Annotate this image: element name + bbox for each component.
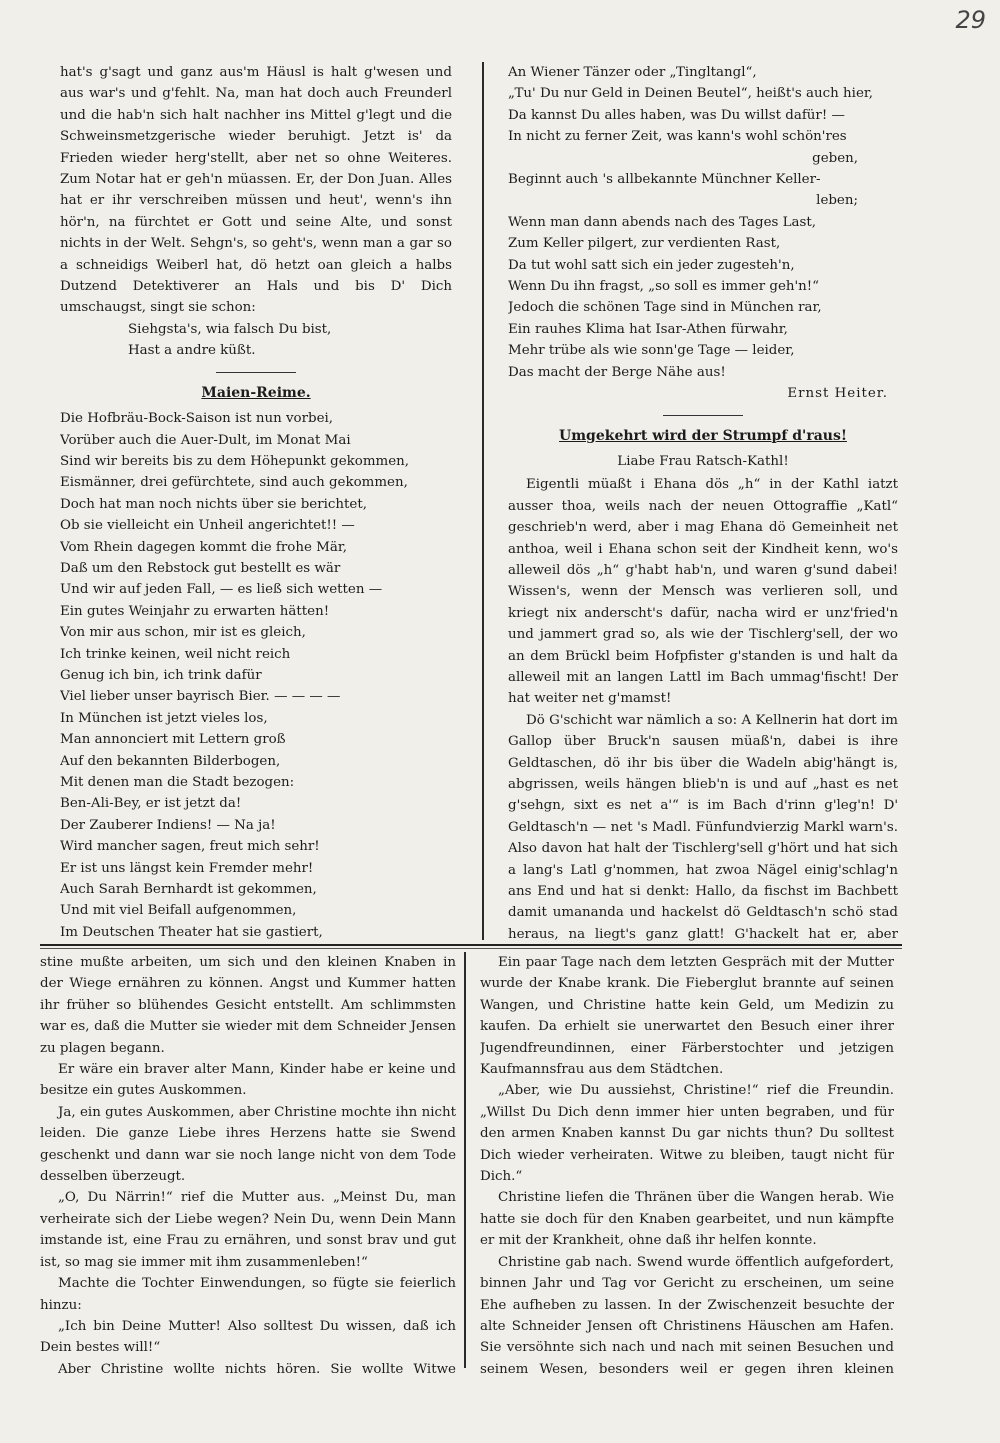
verse-line: Da tut wohl satt sich ein jeder zugesteh'n,: [508, 257, 795, 273]
verse-line: Beginnt auch 's allbekannte Münchner Keller-: [508, 172, 821, 188]
verse-line: Viel lieber unser bayrisch Bier. — — — —: [60, 689, 341, 705]
story-paragraph: stine mußte arbeiten, um sich und den kleinen Knaben in der Wiege ernähren zu können. Angst und Kummer hatten ihr früher so blühendes Gesicht entstellt. Am schlimmsten war es, daß die Mutter sie wieder mit dem Schneider Jensen zu plagen begann.: [40, 955, 456, 1056]
verse-line: Wird mancher sagen, freut mich sehr!: [60, 839, 320, 855]
salutation: Liabe Frau Ratsch-Kathl!: [617, 453, 789, 469]
verse-line: Im Deutschen Theater hat sie gastiert,: [60, 924, 323, 940]
quote-verse: [60, 319, 452, 362]
column-divider-bottom: [464, 952, 466, 1368]
verse-line: Daß um den Rebstock gut bestellt es wär: [60, 560, 341, 576]
verse-line: Zum Keller pilgert, zur verdienten Rast,: [508, 236, 781, 252]
verse-line: Genug ich bin, ich trink dafür: [60, 667, 262, 683]
verse-line: Das macht der Berge Nähe aus!: [508, 364, 726, 380]
verse-line: Da kannst Du alles haben, was Du willst dafür! —: [508, 107, 845, 123]
verse-line: Auf den bekannten Bilderbogen,: [60, 753, 281, 769]
verse-line: Ein gutes Weinjahr zu erwarten hätten!: [60, 603, 330, 619]
poem-signature: Ernst Heiter.: [787, 386, 888, 402]
verse-line: Ben-Ali-Bey, er ist jetzt da!: [60, 796, 242, 812]
verse-line: Wenn man dann abends nach des Tages Last,: [508, 214, 817, 230]
story-paragraph: „Ich bin Deine Mutter! Also solltest Du wissen, daß ich Dein bestes will!“: [40, 1318, 456, 1356]
bottom-right-column: [480, 952, 894, 1382]
verse-line: Ob sie vielleicht ein Unheil angerichtet!! —: [60, 518, 355, 534]
story-paragraph: „O, Du Närrin!“ rief die Mutter aus. „Meinst Du, man verheirate sich der Liebe wegen? Nein Du, wenn Dein Mann imstande ist, eine Frau zu ernähren, und sonst brav und gut ist, so mag sie immer mit ihm zusammenleben!“: [40, 1190, 456, 1270]
top-left-column: [60, 62, 452, 942]
verse-line: Ein rauhes Klima hat Isar-Athen fürwahr,: [508, 321, 788, 337]
poem-title: Maien-Reime.: [201, 384, 311, 401]
story-paragraph: Christine gab nach. Swend wurde öffentlich aufgefordert, binnen Jahr und Tag vor Gericht zu erscheinen, um seine Ehe aufheben zu lassen. In der Zwischenzeit besuchte der alte Schneider Jensen oft Christinens Häuschen am Hafen. Sie versöhnte sich nach und nach mit seinen Besuchen und seinem Wesen, besonders weil er gegen ihren kleinen: [480, 1254, 894, 1377]
article-paragraph: Dö G'schicht war nämlich a so: A Kellnerin hat dort im Gallop über Bruck'n sausen müaß'n, dabei is ihre Geldtaschen, dö ihr bis über die Wadeln abig'hängt is, abgrissen, weils hängen blieb'n is und auf „hast es net g'sehgn, sixt es net a'“ is im Bach d'rinn g'leg'n! D' Geldtasch'n — net 's Madl. Fünfundvierzig Markl warn's. Also davon hat halt der Tischlerg'sell g'hört und hat sich a lang's Latl g'nommen, hat zwoa Nägel einig'schlag'n ans End und hat si denkt: Hallo, da fischst im Bachbett damit umananda und hackelst dö Geldtasch'n schö stad heraus, na liegt's ganz glatt! G'hackelt hat er, aber: [508, 712, 898, 942]
verse-line: Sind wir bereits bis zu dem Höhepunkt gekommen,: [60, 453, 410, 469]
verse-line: leben;: [816, 193, 858, 209]
horizontal-rule: [40, 944, 902, 946]
verse-line: Der Zauberer Indiens! — Na ja!: [60, 817, 276, 833]
quote-line: Hast a andre küßt.: [128, 343, 256, 359]
horizontal-rule-thin: [40, 948, 902, 949]
story-paragraph: „Aber, wie Du aussiehst, Christine!“ rief die Freundin. „Willst Du Dich denn immer hier unten begraben, und für den armen Knaben kannst Du gar nichts thun? Du solltest Dich wieder verheiraten. Witwe zu bleiben, taugt nicht für Dich.“: [480, 1083, 894, 1185]
intro-paragraph: hat's g'sagt und ganz aus'm Häusl is halt g'wesen und aus war's und g'fehlt. Na, man hat doch auch Freunderl und die hab'n sich halt nachher ins Mittel g'legt und die Schweinsmetzgerische wieder beruhigt. Jetzt is' da Frieden wieder herg'stellt, aber net so ohne Weiteres. Zum Notar hat er geh'n müassen. Er, der Don Juan. Alles hat er ihr verschreiben müssen und heut', wenn's ihn hör'n, na fürchtet er Gott und seine Alte, und sonst nichts in der Welt. Sehgn's, so geht's, wenn man a gar so a schneidigs Weiberl hat, dö hetzt oan gleich a halbs Dutzend Detektiverer an Hals und bis D' Dich umschaugst, singt sie schon:: [60, 65, 452, 316]
verse-line: Und wir auf jeden Fall, — es ließ sich wetten —: [60, 582, 383, 598]
section-divider: [216, 372, 296, 373]
story-paragraph: Er wäre ein braver alter Mann, Kinder habe er keine und besitze ein gutes Auskommen.: [40, 1062, 456, 1099]
story-paragraph: Ja, ein gutes Auskommen, aber Christine mochte ihn nicht leiden. Die ganze Liebe ihres Herzens hatte sie Swend geschenkt und dann war sie noch lange nicht von dem Tode desselben überzeugt.: [40, 1104, 456, 1185]
verse-line: Die Hofbräu-Bock-Saison ist nun vorbei,: [60, 411, 334, 427]
verse-line: Eismänner, drei gefürchtete, sind auch gekommen,: [60, 475, 408, 491]
verse-line: In nicht zu ferner Zeit, was kann's wohl schön'res: [508, 129, 847, 145]
verse-line: Wenn Du ihn fragst, „so soll es immer geh'n!“: [508, 279, 820, 295]
story-paragraph: Christine liefen die Thränen über die Wangen herab. Wie hatte sie doch für den Knaben gearbeitet, und nun kämpfte er mit der Krankheit, ohne daß ihr helfen konnte.: [480, 1190, 894, 1249]
story-paragraph: Ein paar Tage nach dem letzten Gespräch mit der Mutter wurde der Knabe krank. Die Fieberglut brannte auf seinen Wangen, und Christine hatte kein Geld, um Medizin zu kaufen. Da erhielt sie unerwartet den Besuch einer ihrer Jugendfreundinnen, einer Färberstochter und jetzigen Kaufmannsfrau aus dem Städtchen.: [480, 955, 894, 1078]
quote-line: Siehgsta's, wia falsch Du bist,: [128, 321, 332, 337]
top-right-column: [508, 62, 898, 942]
column-divider-top: [482, 62, 484, 940]
story-paragraph: Aber Christine wollte nichts hören. Sie wollte Witwe: [58, 1361, 456, 1377]
verse-line: Vorüber auch die Auer-Dult, im Monat Mai: [60, 432, 351, 448]
verse-line: Jedoch die schönen Tage sind in München rar,: [508, 300, 822, 316]
verse-line: Vom Rhein dagegen kommt die frohe Mär,: [60, 539, 348, 555]
verse-line: Von mir aus schon, mir ist es gleich,: [60, 625, 306, 641]
verse-line: Er ist uns längst kein Fremder mehr!: [60, 860, 314, 876]
page-number: 29: [955, 6, 986, 34]
verse-line: Und mit viel Beifall aufgenommen,: [60, 903, 297, 919]
verse-line: Mit denen man die Stadt bezogen:: [60, 775, 295, 790]
verse-line: Mehr trübe als wie sonn'ge Tage — leider,: [508, 343, 795, 359]
article-paragraph: Eigentli müaßt i Ehana dös „h“ in der Kathl iatzt ausser thoa, weils nach der neuen Ottograffie „Katl“ geschrieb'n werd, aber i mag Ehana dö Gemeinheit net anthoa, weil i Ehana schon seit der Kindheit kenn, wo's alleweil dös „h“ g'habt hab'n, und waren g'sund dabei! Wissen's, wenn der Mensch was verlieren soll, und kriegt nix anderscht's dafür, nacha wird er unz'fried'n und jammert grad so, als wie der Tischlerg'sell, der wo an dem Brückl beim Hofpfister g'standen is und halt da alleweil mit an langen Lattl im Bach ummag'fischt! Der hat weiter net g'mamst!: [508, 477, 898, 707]
verse-line: Auch Sarah Bernhardt ist gekommen,: [60, 882, 317, 898]
bottom-left-column: [40, 952, 456, 1382]
poem-verse-continued: [508, 62, 898, 383]
section-divider: [663, 415, 743, 416]
article-title: Umgekehrt wird der Strumpf d'raus!: [559, 427, 847, 444]
verse-line: In München ist jetzt vieles los,: [60, 710, 268, 726]
verse-line: Ich trinke keinen, weil nicht reich: [60, 646, 291, 662]
verse-line: Man annonciert mit Lettern groß: [60, 732, 286, 748]
verse-line: Doch hat man noch nichts über sie berichtet,: [60, 496, 367, 512]
verse-line: geben,: [812, 150, 858, 166]
verse-line: „Tu' Du nur Geld in Deinen Beutel“, heißt's auch hier,: [508, 86, 874, 102]
verse-line: An Wiener Tänzer oder „Tingltangl“,: [508, 65, 757, 80]
story-paragraph: Machte die Tochter Einwendungen, so fügte sie feierlich hinzu:: [40, 1276, 456, 1313]
poem-verse: [60, 408, 452, 942]
